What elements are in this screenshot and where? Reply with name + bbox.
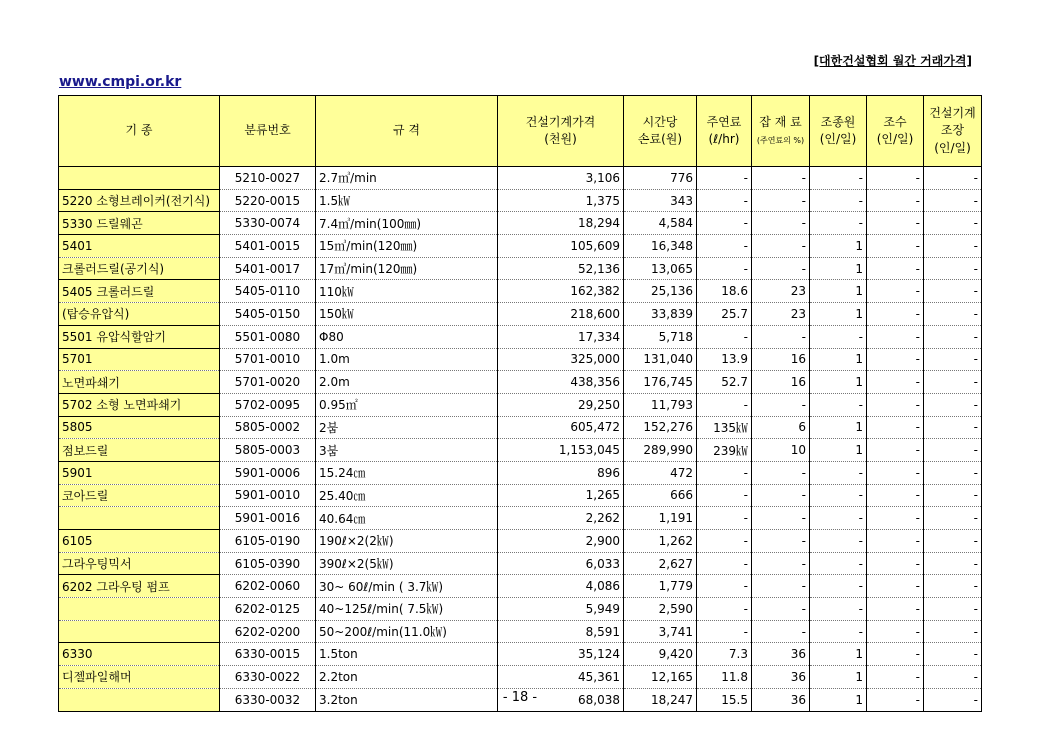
row-foreman-cell: - [924,371,982,394]
col-foreman: 건설기계 조장 (인/일) [924,96,982,167]
row-operator-cell: - [810,189,867,212]
row-code-cell: 5701-0010 [220,348,316,371]
row-foreman-cell: - [924,461,982,484]
row-foreman-cell: - [924,575,982,598]
row-assistant-cell: - [867,235,924,258]
table-row [59,507,982,530]
row-code-cell: 6330-0032 [220,688,316,711]
row-price-cell: 105,609 [498,235,624,258]
row-foreman-cell: - [924,189,982,212]
row-spec-cell: Φ80 [316,325,498,348]
row-price-cell: 17,334 [498,325,624,348]
table-row [59,167,982,190]
row-fuel-cell: 7.3 [697,643,752,666]
row-spec-cell: 3.2ton [316,688,498,711]
row-assistant-cell: - [867,643,924,666]
row-assistant-cell: - [867,325,924,348]
row-kind-cell: 5701 [59,348,220,371]
table-row [59,620,982,643]
row-foreman-cell: - [924,666,982,689]
price-table [58,95,982,712]
row-spec-cell: 110㎾ [316,280,498,303]
row-misc-cell: - [752,598,810,621]
col-code: 분류번호 [220,96,316,167]
row-hourly-cell: 33,839 [624,303,697,326]
row-foreman-cell: - [924,167,982,190]
row-spec-cell: 3붐 [316,439,498,462]
row-code-cell: 5901-0006 [220,461,316,484]
row-hourly-cell: 12,165 [624,666,697,689]
table-row [59,257,982,280]
row-kind-cell: 6202 그라우팅 펌프 [59,575,220,598]
row-fuel-cell: - [697,552,752,575]
row-kind-cell: 코아드릴 [59,484,220,507]
row-price-cell: 5,949 [498,598,624,621]
row-fuel-cell: - [697,507,752,530]
row-hourly-cell: 152,276 [624,416,697,439]
row-code-cell: 5805-0002 [220,416,316,439]
row-spec-cell: 30~ 60ℓ/min ( 3.7㎾) [316,575,498,598]
row-hourly-cell: 666 [624,484,697,507]
row-kind-cell: 5220 소형브레이커(전기식) [59,189,220,212]
row-fuel-cell: - [697,212,752,235]
row-assistant-cell: - [867,212,924,235]
row-assistant-cell: - [867,484,924,507]
row-misc-cell: - [752,235,810,258]
row-fuel-cell: 25.7 [697,303,752,326]
row-hourly-cell: 16,348 [624,235,697,258]
row-misc-cell: 6 [752,416,810,439]
row-assistant-cell: - [867,552,924,575]
row-misc-cell: - [752,167,810,190]
table-header-row [59,96,982,167]
row-hourly-cell: 11,793 [624,393,697,416]
row-misc-cell: 36 [752,666,810,689]
row-misc-cell: - [752,212,810,235]
row-foreman-cell: - [924,257,982,280]
row-foreman-cell: - [924,507,982,530]
row-assistant-cell: - [867,167,924,190]
row-fuel-cell: - [697,461,752,484]
row-spec-cell: 1.0m [316,348,498,371]
row-kind-cell: 5702 소형 노면파쇄기 [59,393,220,416]
row-foreman-cell: - [924,348,982,371]
row-price-cell: 52,136 [498,257,624,280]
row-assistant-cell: - [867,371,924,394]
col-fuel: 주연료 (ℓ/hr) [697,96,752,167]
row-price-cell: 18,294 [498,212,624,235]
document-header-title: [대한건설협회 월간 거래가격] [813,54,972,68]
col-hourly: 시간당 손료(원) [624,96,697,167]
row-misc-cell: 36 [752,643,810,666]
row-foreman-cell: - [924,393,982,416]
row-code-cell: 6202-0125 [220,598,316,621]
row-hourly-cell: 3,741 [624,620,697,643]
row-foreman-cell: - [924,620,982,643]
row-operator-cell: - [810,461,867,484]
row-assistant-cell: - [867,530,924,553]
row-spec-cell: 50~200ℓ/min(11.0㎾) [316,620,498,643]
row-hourly-cell: 1,191 [624,507,697,530]
row-misc-cell: 36 [752,688,810,711]
table-row [59,461,982,484]
row-spec-cell: 1.5㎾ [316,189,498,212]
col-price: 건설기계가격 (천원) [498,96,624,167]
row-spec-cell: 7.4㎥/min(100㎜) [316,212,498,235]
row-price-cell: 6,033 [498,552,624,575]
row-operator-cell: 1 [810,643,867,666]
col-spec: 규 격 [316,96,498,167]
row-operator-cell: 1 [810,280,867,303]
row-spec-cell: 40.64㎝ [316,507,498,530]
table-row [59,303,982,326]
row-operator-cell: - [810,620,867,643]
row-code-cell: 5901-0016 [220,507,316,530]
row-spec-cell: 190ℓ×2(2㎾) [316,530,498,553]
col-misc: 잡 재 료 (주연료의 %) [752,96,810,167]
row-operator-cell: 1 [810,416,867,439]
row-price-cell: 1,153,045 [498,439,624,462]
row-price-cell: 605,472 [498,416,624,439]
row-fuel-cell: 239㎾ [697,439,752,462]
row-fuel-cell: - [697,235,752,258]
row-spec-cell: 0.95㎡ [316,393,498,416]
row-foreman-cell: - [924,416,982,439]
row-fuel-cell: 52.7 [697,371,752,394]
row-operator-cell: 1 [810,688,867,711]
table-row [59,552,982,575]
row-fuel-cell: - [697,530,752,553]
row-misc-cell: 10 [752,439,810,462]
row-assistant-cell: - [867,280,924,303]
table-row [59,416,982,439]
row-price-cell: 1,265 [498,484,624,507]
row-foreman-cell: - [924,552,982,575]
row-kind-cell: 5405 크롤러드릴 [59,280,220,303]
row-code-cell: 6202-0200 [220,620,316,643]
row-assistant-cell: - [867,416,924,439]
row-code-cell: 5401-0015 [220,235,316,258]
table-row [59,530,982,553]
row-code-cell: 5501-0080 [220,325,316,348]
row-operator-cell: 1 [810,371,867,394]
row-hourly-cell: 1,262 [624,530,697,553]
row-misc-cell: 23 [752,303,810,326]
row-hourly-cell: 472 [624,461,697,484]
row-fuel-cell: - [697,620,752,643]
row-code-cell: 5220-0015 [220,189,316,212]
row-fuel-cell: - [697,598,752,621]
row-kind-cell: (탑승유압식) [59,303,220,326]
row-assistant-cell: - [867,666,924,689]
table-row [59,484,982,507]
col-operator: 조종원 (인/일) [810,96,867,167]
page-number: - 18 - [502,690,538,705]
row-operator-cell: 1 [810,303,867,326]
row-kind-cell: 5501 유압식할암기 [59,325,220,348]
table-row [59,212,982,235]
row-spec-cell: 1.5ton [316,643,498,666]
row-kind-cell: 6105 [59,530,220,553]
row-code-cell: 5210-0027 [220,167,316,190]
row-foreman-cell: - [924,439,982,462]
row-hourly-cell: 1,779 [624,575,697,598]
row-misc-cell: - [752,507,810,530]
row-kind-cell [59,598,220,621]
row-code-cell: 5401-0017 [220,257,316,280]
row-spec-cell: 150㎾ [316,303,498,326]
row-assistant-cell: - [867,393,924,416]
row-misc-cell: 16 [752,348,810,371]
table-body [59,167,982,712]
row-kind-cell: 점보드릴 [59,439,220,462]
row-spec-cell: 2붐 [316,416,498,439]
row-spec-cell: 2.7㎥/min [316,167,498,190]
row-operator-cell: 1 [810,235,867,258]
table-row [59,348,982,371]
row-foreman-cell: - [924,688,982,711]
table-row [59,371,982,394]
row-kind-cell [59,620,220,643]
table-row [59,189,982,212]
table-row [59,325,982,348]
row-operator-cell: 1 [810,257,867,280]
table-row [59,235,982,258]
row-operator-cell: - [810,393,867,416]
row-price-cell: 3,106 [498,167,624,190]
row-fuel-cell: 18.6 [697,280,752,303]
row-spec-cell: 25.40㎝ [316,484,498,507]
row-price-cell: 8,591 [498,620,624,643]
row-assistant-cell: - [867,461,924,484]
row-kind-cell [59,507,220,530]
row-misc-cell: - [752,325,810,348]
row-fuel-cell: - [697,167,752,190]
row-spec-cell: 15㎥/min(120㎜) [316,235,498,258]
row-code-cell: 6105-0390 [220,552,316,575]
row-price-cell: 896 [498,461,624,484]
row-price-cell: 2,900 [498,530,624,553]
row-spec-cell: 2.0m [316,371,498,394]
row-misc-cell: - [752,257,810,280]
row-hourly-cell: 5,718 [624,325,697,348]
row-assistant-cell: - [867,257,924,280]
row-kind-cell: 5805 [59,416,220,439]
row-misc-cell: - [752,620,810,643]
row-fuel-cell: 15.5 [697,688,752,711]
row-misc-cell: 23 [752,280,810,303]
row-misc-cell: - [752,484,810,507]
row-code-cell: 6330-0022 [220,666,316,689]
row-hourly-cell: 131,040 [624,348,697,371]
row-hourly-cell: 9,420 [624,643,697,666]
row-price-cell: 45,361 [498,666,624,689]
row-code-cell: 6105-0190 [220,530,316,553]
row-operator-cell: - [810,575,867,598]
row-hourly-cell: 13,065 [624,257,697,280]
row-hourly-cell: 2,590 [624,598,697,621]
row-assistant-cell: - [867,575,924,598]
row-assistant-cell: - [867,348,924,371]
row-operator-cell: - [810,167,867,190]
row-misc-cell: - [752,575,810,598]
row-code-cell: 5702-0095 [220,393,316,416]
row-spec-cell: 17㎥/min(120㎜) [316,257,498,280]
row-fuel-cell: - [697,189,752,212]
row-price-cell: 68,038 [498,688,624,711]
row-assistant-cell: - [867,439,924,462]
row-assistant-cell: - [867,189,924,212]
row-foreman-cell: - [924,530,982,553]
row-operator-cell: - [810,325,867,348]
row-price-cell: 29,250 [498,393,624,416]
row-foreman-cell: - [924,598,982,621]
row-spec-cell: 40~125ℓ/min( 7.5㎾) [316,598,498,621]
row-kind-cell: 크롤러드릴(공기식) [59,257,220,280]
row-fuel-cell: - [697,393,752,416]
row-assistant-cell: - [867,507,924,530]
row-hourly-cell: 18,247 [624,688,697,711]
row-foreman-cell: - [924,212,982,235]
row-foreman-cell: - [924,280,982,303]
row-misc-cell: - [752,461,810,484]
row-code-cell: 5405-0110 [220,280,316,303]
row-assistant-cell: - [867,598,924,621]
table-row [59,280,982,303]
row-operator-cell: - [810,598,867,621]
col-assistant: 조수 (인/일) [867,96,924,167]
row-operator-cell: - [810,507,867,530]
row-operator-cell: 1 [810,439,867,462]
row-price-cell: 325,000 [498,348,624,371]
table-row [59,575,982,598]
row-price-cell: 438,356 [498,371,624,394]
row-operator-cell: - [810,212,867,235]
col-kind: 기 종 [59,96,220,167]
row-price-cell: 218,600 [498,303,624,326]
row-hourly-cell: 343 [624,189,697,212]
row-fuel-cell: - [697,484,752,507]
row-hourly-cell: 4,584 [624,212,697,235]
row-fuel-cell: 13.9 [697,348,752,371]
row-misc-cell: - [752,189,810,212]
row-misc-cell: - [752,552,810,575]
table-row [59,598,982,621]
row-kind-cell: 6330 [59,643,220,666]
row-spec-cell: 2.2ton [316,666,498,689]
row-price-cell: 1,375 [498,189,624,212]
table-row [59,393,982,416]
row-spec-cell: 390ℓ×2(5㎾) [316,552,498,575]
row-operator-cell: 1 [810,348,867,371]
row-operator-cell: - [810,552,867,575]
row-hourly-cell: 776 [624,167,697,190]
row-kind-cell: 5401 [59,235,220,258]
row-fuel-cell: 135㎾ [697,416,752,439]
row-price-cell: 4,086 [498,575,624,598]
row-foreman-cell: - [924,325,982,348]
row-foreman-cell: - [924,484,982,507]
site-link[interactable]: www.cmpi.or.kr [59,74,182,90]
row-assistant-cell: - [867,620,924,643]
row-code-cell: 6202-0060 [220,575,316,598]
row-price-cell: 35,124 [498,643,624,666]
row-code-cell: 5330-0074 [220,212,316,235]
row-fuel-cell: - [697,575,752,598]
row-code-cell: 6330-0015 [220,643,316,666]
row-fuel-cell: 11.8 [697,666,752,689]
table-row [59,439,982,462]
row-fuel-cell: - [697,325,752,348]
row-foreman-cell: - [924,235,982,258]
row-fuel-cell: - [697,257,752,280]
row-code-cell: 5901-0010 [220,484,316,507]
row-kind-cell: 그라우팅믹서 [59,552,220,575]
row-operator-cell: 1 [810,666,867,689]
row-kind-cell [59,167,220,190]
row-misc-cell: - [752,530,810,553]
row-price-cell: 162,382 [498,280,624,303]
row-hourly-cell: 176,745 [624,371,697,394]
row-code-cell: 5805-0003 [220,439,316,462]
row-kind-cell: 디젤파일해머 [59,666,220,689]
table-row [59,643,982,666]
row-kind-cell: 5901 [59,461,220,484]
row-code-cell: 5701-0020 [220,371,316,394]
row-kind-cell: 5330 드릴웨곤 [59,212,220,235]
row-foreman-cell: - [924,303,982,326]
row-hourly-cell: 2,627 [624,552,697,575]
row-operator-cell: - [810,484,867,507]
row-operator-cell: - [810,530,867,553]
row-misc-cell: - [752,393,810,416]
row-assistant-cell: - [867,303,924,326]
row-hourly-cell: 25,136 [624,280,697,303]
row-assistant-cell: - [867,688,924,711]
row-spec-cell: 15.24㎝ [316,461,498,484]
row-foreman-cell: - [924,643,982,666]
row-kind-cell: 노면파쇄기 [59,371,220,394]
row-hourly-cell: 289,990 [624,439,697,462]
row-misc-cell: 16 [752,371,810,394]
table-row [59,666,982,689]
row-code-cell: 5405-0150 [220,303,316,326]
row-price-cell: 2,262 [498,507,624,530]
